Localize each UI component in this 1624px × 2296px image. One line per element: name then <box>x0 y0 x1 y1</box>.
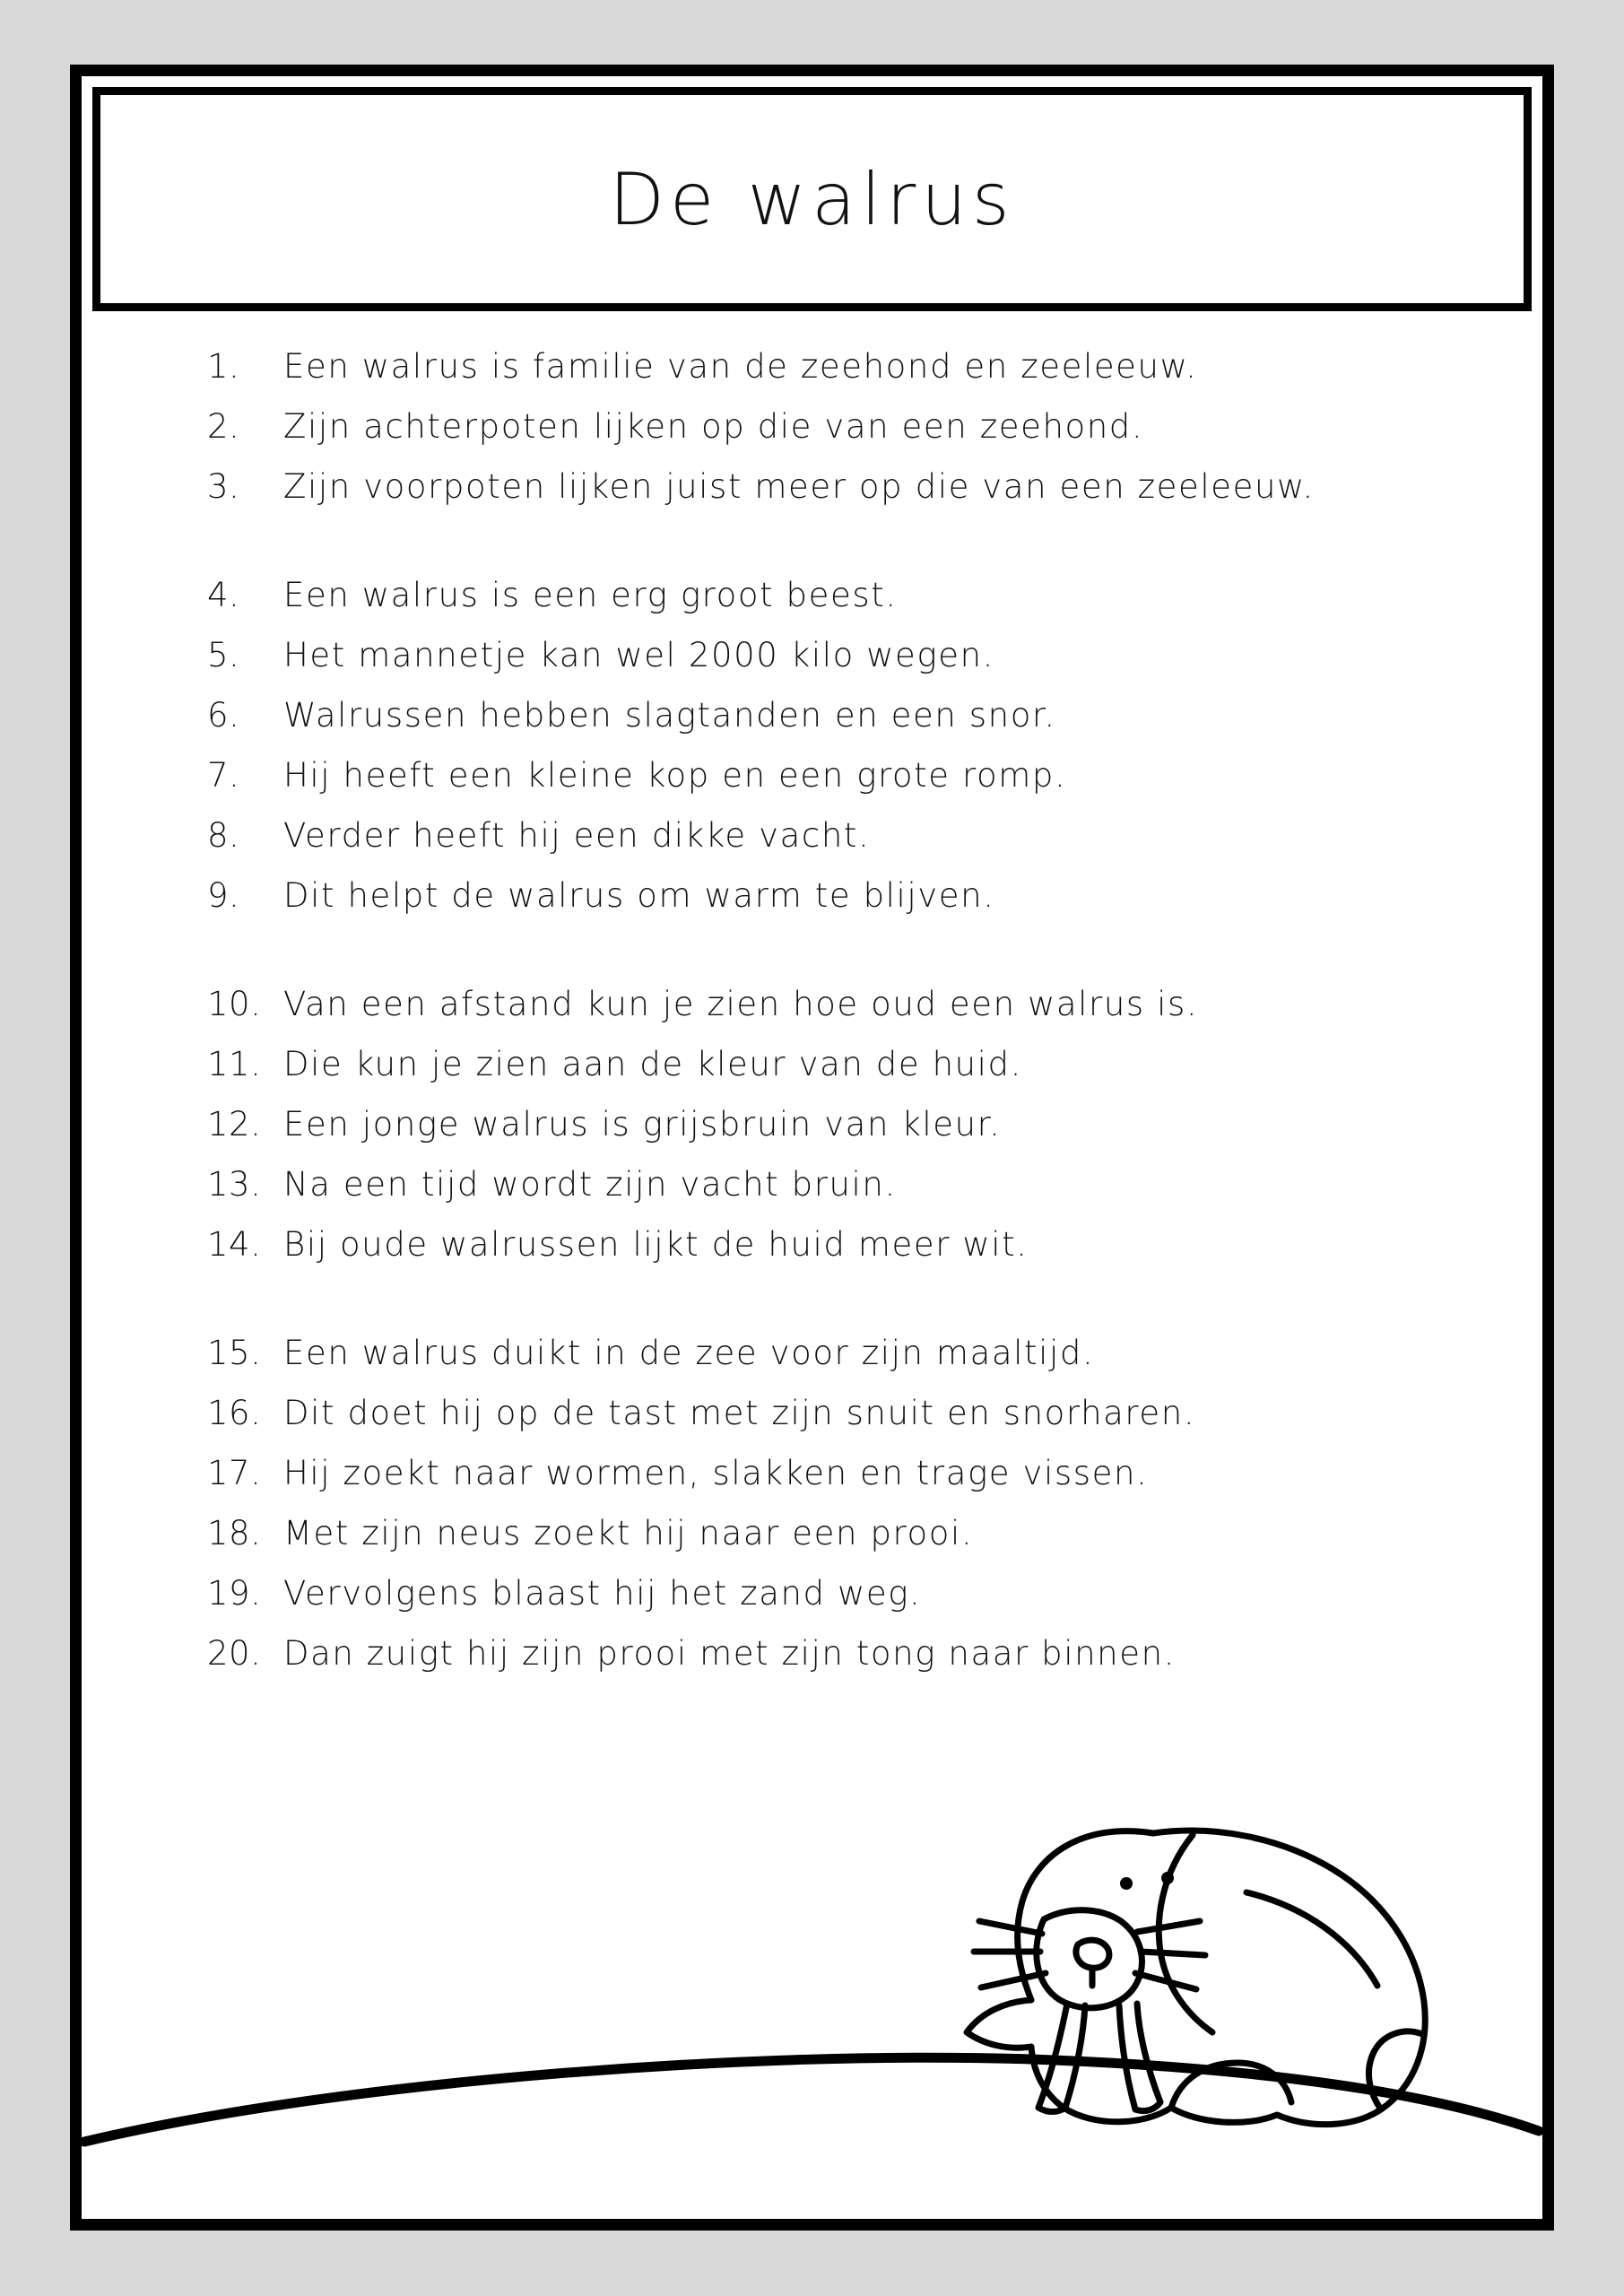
list-item-text: Met zijn neus zoekt hij naar een prooi. <box>283 1514 974 1552</box>
list-item-text: Het mannetje kan wel 2000 kilo wegen. <box>283 636 994 674</box>
list-item-text: Hij zoekt naar wormen, slakken en trage vissen. <box>283 1454 1149 1492</box>
list-item <box>207 805 1507 865</box>
list-item <box>207 396 1507 457</box>
list-item-text: Dit doet hij op de tast met zijn snuit en snorharen. <box>283 1394 1196 1432</box>
list-item-text: Walrussen hebben slagtanden en een snor. <box>283 696 1056 735</box>
list-item-number: 15. <box>207 1334 262 1372</box>
list-item-number: 4. <box>207 576 240 614</box>
list-item-number: 13. <box>207 1165 262 1204</box>
list-item <box>207 865 1507 926</box>
list-item-number: 19. <box>207 1574 262 1613</box>
list-item <box>207 457 1507 517</box>
list-item-text: Dan zuigt hij zijn prooi met zijn tong naar binnen. <box>283 1634 1177 1673</box>
paragraph-gap <box>207 926 1507 974</box>
list-item-text: Een walrus duikt in de zee voor zijn maaltijd. <box>283 1334 1095 1372</box>
list-item <box>207 1094 1507 1154</box>
list-item <box>207 1154 1507 1214</box>
list-item <box>207 974 1507 1034</box>
list-item-number: 3. <box>207 467 240 506</box>
list-item <box>207 1563 1507 1623</box>
list-item-number: 1. <box>207 347 240 386</box>
list-item-text: Zijn voorpoten lijken juist meer op die van een zeeleeuw. <box>283 467 1315 506</box>
list-item <box>207 336 1507 396</box>
worksheet-page <box>70 65 1554 2231</box>
sentence-content <box>82 336 1542 1683</box>
list-item <box>207 685 1507 745</box>
list-item-number: 12. <box>207 1105 262 1144</box>
list-item-text: Bij oude walrussen lijkt de huid meer wit. <box>283 1225 1029 1264</box>
walrus-icon <box>82 1717 1542 2219</box>
list-item <box>207 625 1507 685</box>
list-item-number: 9. <box>207 876 240 915</box>
list-item-number: 6. <box>207 696 240 735</box>
list-item-number: 10. <box>207 985 262 1023</box>
list-item-number: 8. <box>207 816 240 855</box>
title-box <box>92 87 1532 311</box>
list-item-number: 16. <box>207 1394 262 1432</box>
list-item-number: 7. <box>207 756 240 795</box>
list-item-text: Die kun je zien aan de kleur van de huid. <box>283 1045 1023 1083</box>
list-item-number: 20. <box>207 1634 262 1673</box>
page-title: De walrus <box>609 157 1015 241</box>
list-item-text: Van een afstand kun je zien hoe oud een walrus is. <box>283 985 1199 1023</box>
paragraph-gap <box>207 517 1507 565</box>
list-item-number: 5. <box>207 636 240 674</box>
list-item-number: 2. <box>207 407 240 446</box>
paragraph-gap <box>207 1274 1507 1323</box>
list-item-number: 14. <box>207 1225 262 1264</box>
list-item <box>207 1323 1507 1383</box>
list-item <box>207 745 1507 805</box>
list-item-text: Een walrus is familie van de zeehond en zeeleeuw. <box>283 347 1198 386</box>
list-item <box>207 1503 1507 1563</box>
list-item-text: Verder heeft hij een dikke vacht. <box>283 816 871 855</box>
list-item <box>207 1214 1507 1274</box>
list-item-text: Zijn achterpoten lijken op die van een zeehond. <box>283 407 1144 446</box>
list-item-text: Dit helpt de walrus om warm te blijven. <box>283 876 995 915</box>
list-item-number: 18. <box>207 1514 262 1552</box>
list-item-text: Na een tijd wordt zijn vacht bruin. <box>283 1165 897 1204</box>
sentence-list <box>207 336 1507 1683</box>
list-item <box>207 1034 1507 1094</box>
list-item <box>207 1443 1507 1503</box>
list-item <box>207 565 1507 625</box>
list-item-text: Een walrus is een erg groot beest. <box>283 576 898 614</box>
list-item-text: Vervolgens blaast hij het zand weg. <box>283 1574 922 1613</box>
list-item <box>207 1383 1507 1443</box>
list-item-text: Een jonge walrus is grijsbruin van kleur. <box>283 1105 1002 1144</box>
list-item-number: 17. <box>207 1454 262 1492</box>
list-item <box>207 1623 1507 1683</box>
list-item-text: Hij heeft een kleine kop en een grote romp. <box>283 756 1067 795</box>
list-item-number: 11. <box>207 1045 262 1083</box>
illustration-area <box>82 1717 1542 2219</box>
